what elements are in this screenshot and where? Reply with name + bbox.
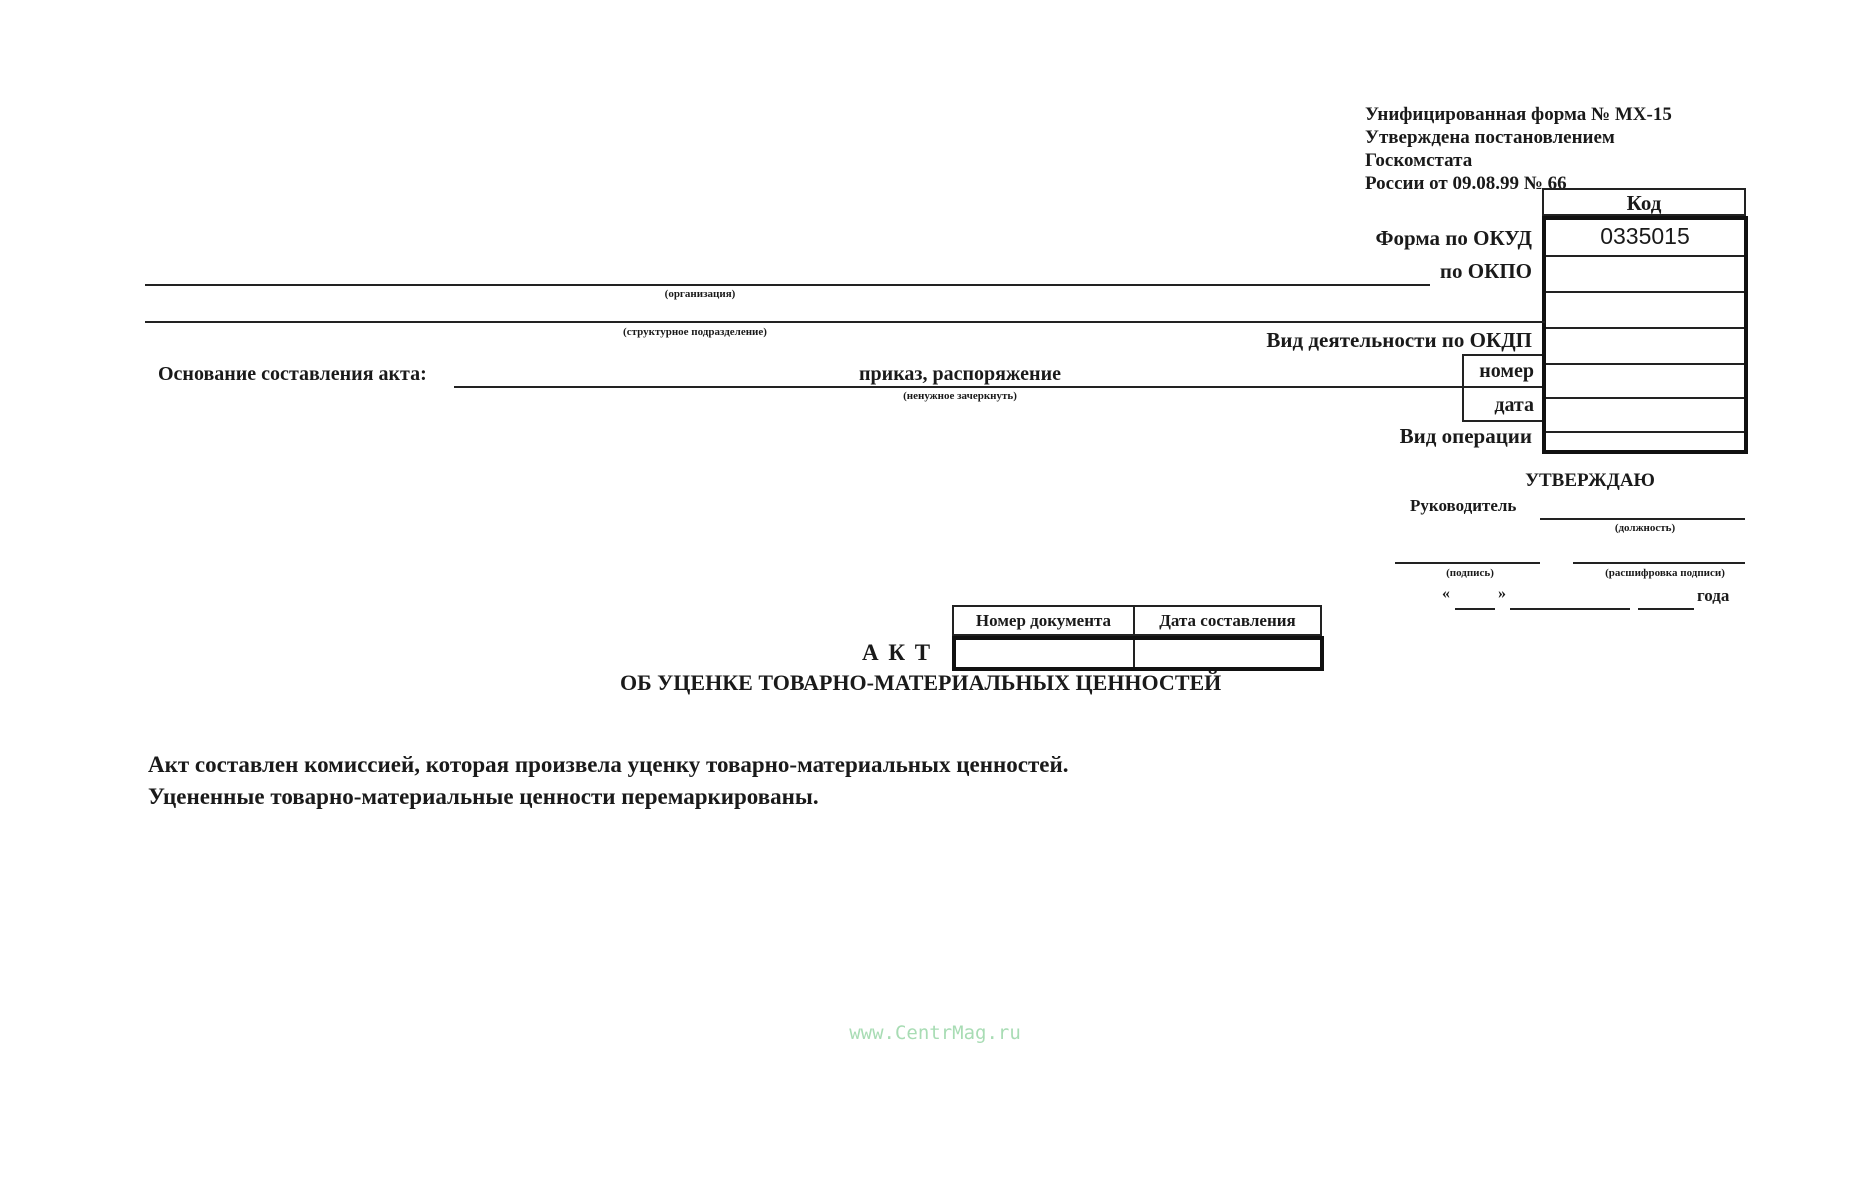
decode-caption: (расшифровка подписи)	[1605, 567, 1725, 579]
form-header	[1365, 103, 1725, 195]
act-word: А К Т	[862, 640, 933, 665]
day-line[interactable]	[1455, 608, 1495, 610]
position-line[interactable]	[1540, 518, 1745, 520]
order-date-label: дата	[1494, 394, 1534, 416]
order-date-cell[interactable]	[1546, 399, 1744, 433]
code-title: Код	[1626, 191, 1662, 215]
year-suffix: года	[1697, 586, 1730, 605]
number-header: Номер документа	[975, 611, 1112, 630]
signature-caption: (подпись)	[1446, 567, 1494, 579]
doc-header-row	[952, 605, 1322, 636]
division-caption: (структурное подразделение)	[623, 326, 767, 338]
order-ref-box	[1462, 354, 1542, 422]
organization-caption: (организация)	[664, 288, 736, 300]
month-line[interactable]	[1510, 608, 1630, 610]
position-caption: (должность)	[1614, 522, 1676, 534]
doc-date-cell[interactable]	[1135, 640, 1320, 667]
okdp-label: Вид деятельности по ОКДП	[1266, 328, 1532, 352]
form-date-line: России от 09.08.99 № 66	[1365, 173, 1567, 194]
okpo-cell[interactable]	[1546, 257, 1744, 293]
doc-value-row	[952, 636, 1324, 671]
form-number-line: Унифицированная форма № МХ-15	[1365, 104, 1672, 125]
okpo-label: по ОКПО	[1439, 259, 1532, 283]
order-number-label: номер	[1479, 360, 1534, 382]
division-line[interactable]	[145, 321, 1545, 323]
code-column	[1542, 216, 1748, 454]
order-number-cell[interactable]	[1546, 365, 1744, 399]
signature-line[interactable]	[1395, 562, 1540, 564]
okud-value: 0335015	[1600, 223, 1690, 249]
approve-title: УТВЕРЖДАЮ	[1525, 470, 1655, 491]
date-quote-open: «	[1442, 585, 1450, 602]
order-ref-divider	[1462, 386, 1542, 388]
basis-value: приказ, распоряжение	[859, 363, 1061, 385]
blank-code-cell[interactable]	[1546, 293, 1744, 329]
operation-label: Вид операции	[1399, 424, 1532, 448]
organization-line[interactable]	[145, 284, 1430, 286]
document-table	[952, 605, 1322, 675]
okud-cell[interactable]	[1546, 220, 1744, 257]
date-header-cell	[1135, 607, 1320, 634]
basis-caption: (ненужное зачеркнуть)	[903, 390, 1017, 402]
okdp-cell[interactable]	[1546, 329, 1744, 365]
body-line-2: Уцененные товарно-материальные ценности перемаркированы.	[148, 784, 819, 809]
number-header-cell	[954, 607, 1135, 634]
date-header: Дата составления	[1159, 611, 1296, 630]
okud-label: Форма по ОКУД	[1375, 226, 1532, 250]
watermark: www.CentrMag.ru	[849, 1022, 1021, 1044]
head-label: Руководитель	[1410, 496, 1517, 515]
code-title-cell	[1542, 188, 1746, 216]
basis-line[interactable]	[454, 386, 1462, 388]
decode-line[interactable]	[1573, 562, 1745, 564]
document-title: ОБ УЦЕНКЕ ТОВАРНО-МАТЕРИАЛЬНЫХ ЦЕННОСТЕЙ	[620, 670, 1222, 695]
basis-label: Основание составления акта:	[158, 363, 427, 385]
body-line-1: Акт составлен комиссией, которая произвела уценку товарно-материальных ценностей.	[148, 752, 1069, 777]
doc-number-cell[interactable]	[956, 640, 1135, 667]
date-quote-close: »	[1498, 585, 1506, 602]
year-line[interactable]	[1638, 608, 1694, 610]
form-approval-line: Утверждена постановлением Госкомстата	[1365, 127, 1615, 171]
operation-cell[interactable]	[1546, 433, 1744, 450]
